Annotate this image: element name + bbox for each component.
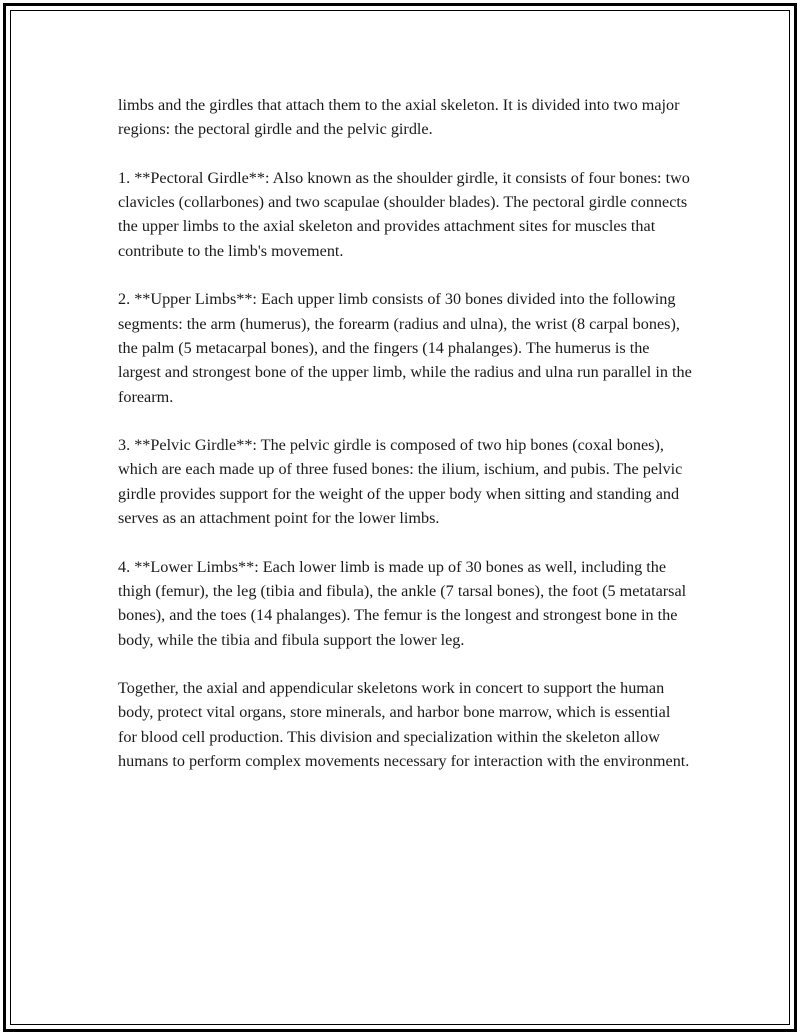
paragraph-upper-limbs: 2. **Upper Limbs**: Each upper limb consists of 30 bones divided into the following segments: the arm (humerus), the forearm (radius and ulna), the wrist (8 carpal bones), the palm (5 metacarpal bones), and the fingers (14 phalanges). The humerus is the largest and strongest bone of the upper limb, while the radius and ulna run parallel in the forearm. <box>118 290 692 406</box>
paragraph-lower-limbs: 4. **Lower Limbs**: Each lower limb is made up of 30 bones as well, including the thigh (femur), the leg (tibia and fibula), the ankle (7 tarsal bones), the foot (5 metatarsal bones), and the toes (14 phalanges). The femur is the longest and strongest bone in the body, while the tibia and fibula support the lower leg. <box>118 557 687 649</box>
document-body <box>118 93 693 798</box>
paragraph-pelvic-girdle: 3. **Pelvic Girdle**: The pelvic girdle is composed of two hip bones (coxal bones), which are each made up of three fused bones: the ilium, ischium, and pubis. The pelvic girdle provides support for the weight of the upper body when sitting and standing and serves as an attachment point for the lower limbs. <box>118 436 683 528</box>
paragraph-pectoral-girdle: 1. **Pectoral Girdle**: Also known as the shoulder girdle, it consists of four bones: two clavicles (collarbones) and two scapulae (shoulder blades). The pectoral girdle connects the upper limbs to the axial skeleton and provides attachment sites for muscles that contribute to the limb's movement. <box>118 168 690 260</box>
paragraph-conclusion: Together, the axial and appendicular skeletons work in concert to support the human body, protect vital organs, store minerals, and harbor bone marrow, which is essential for blood cell production. This division and specialization within the skeleton allow humans to perform complex movements necessary for interaction with the environment. <box>118 679 690 771</box>
paragraph-intro: limbs and the girdles that attach them to the axial skeleton. It is divided into two major regions: the pectoral girdle and the pelvic girdle. <box>118 96 680 139</box>
